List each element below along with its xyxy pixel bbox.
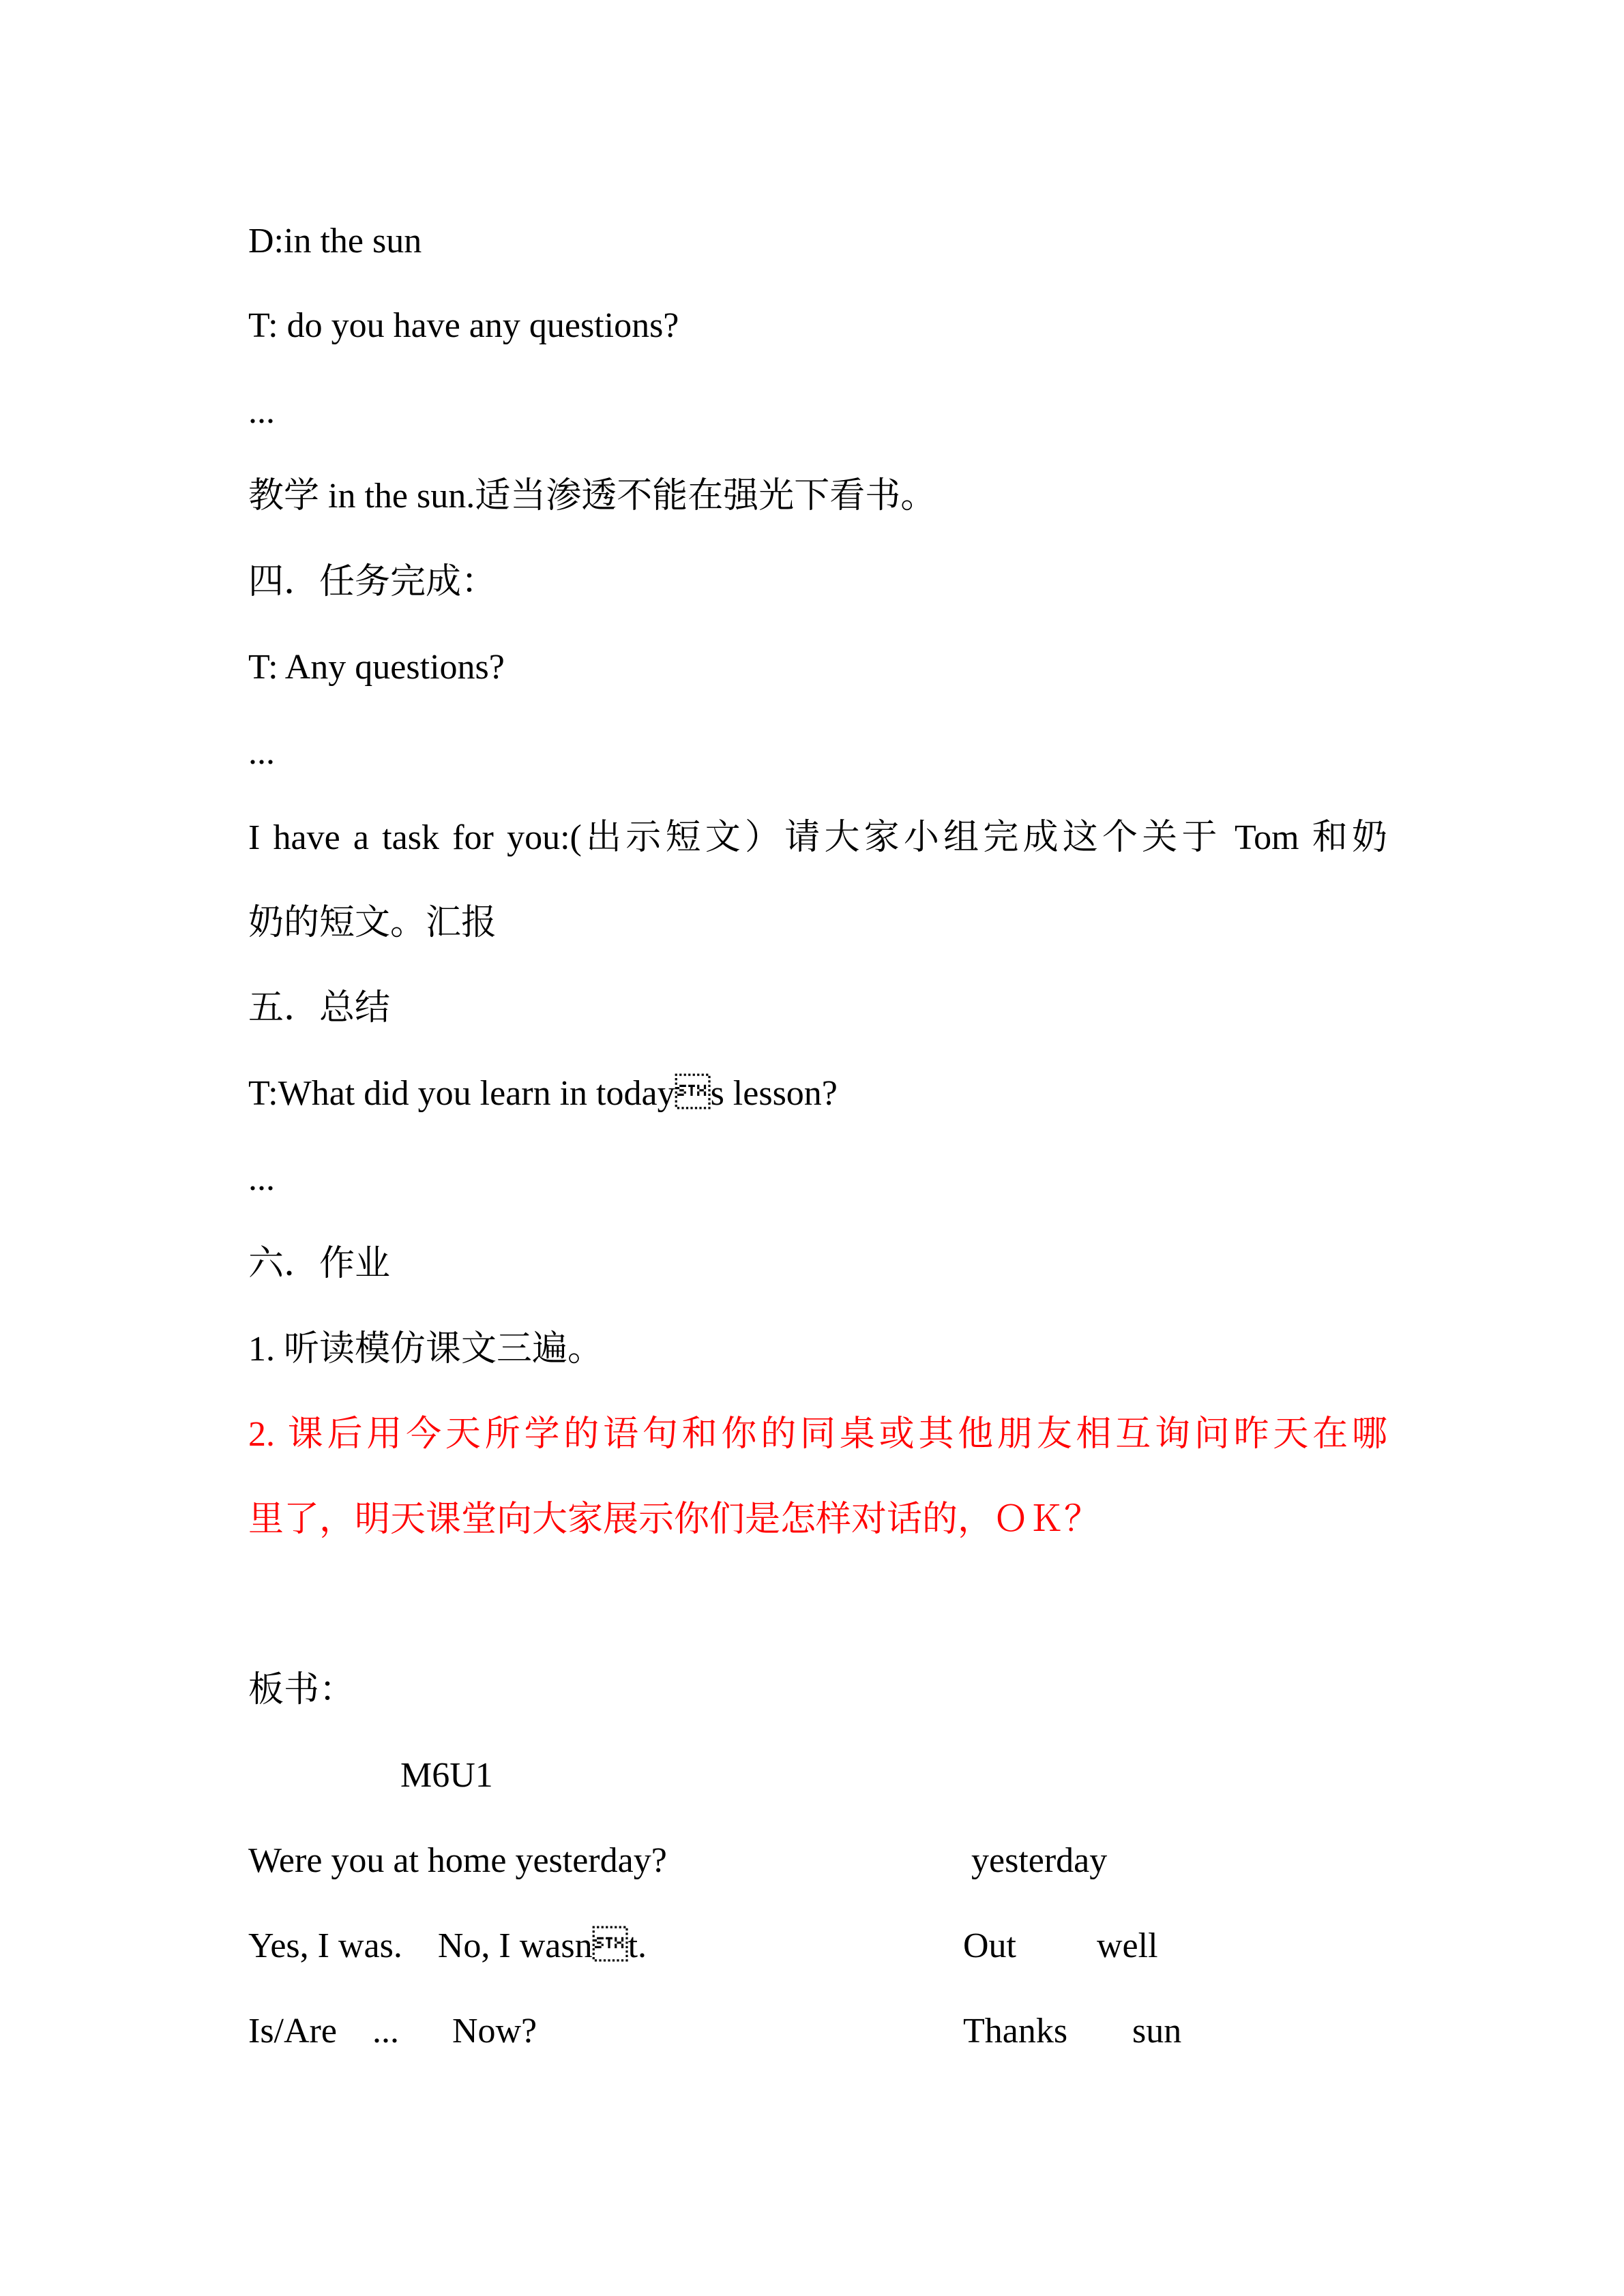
- board-word: sun: [1132, 2012, 1182, 2051]
- board-heading: 板书：: [248, 1671, 355, 1710]
- ellipsis-line: ...: [248, 733, 275, 772]
- dialogue-line: D:in the sun: [248, 222, 422, 260]
- ellipsis-line: ...: [248, 1159, 275, 1198]
- board-title: M6U1: [400, 1756, 493, 1795]
- task-instruction: I have a task for you:(出示短文）请大家小组完成这个关于 Tom 和奶: [248, 818, 1387, 857]
- board-word: well: [1097, 1926, 1158, 1965]
- board-sentence: Were you at home yesterday?: [248, 1841, 667, 1880]
- teaching-note: 教学 in the sun.适当渗透不能在强光下看书。: [248, 477, 936, 516]
- dialogue-line: T: do you have any questions?: [248, 306, 679, 345]
- homework-item-2: 2. 课后用今天所学的语句和你的同桌或其他朋友相互询问昨天在哪: [248, 1415, 1387, 1454]
- section-heading-task: 四．任务完成：: [248, 563, 497, 601]
- board-word: Thanks: [963, 2012, 1068, 2051]
- dialogue-line: T: Any questions?: [248, 648, 505, 687]
- section-heading-summary: 五．总结: [248, 989, 391, 1028]
- dialogue-line: T:What did you learn in todays lesson?: [248, 1074, 838, 1113]
- ellipsis-line: ...: [248, 392, 275, 431]
- homework-item-2-continued: 里了，明天课堂向大家展示你们是怎样对话的，ＯＫ？: [248, 1500, 1100, 1539]
- task-instruction-continued: 奶的短文。汇报: [248, 904, 497, 942]
- homework-item-1: 1. 听读模仿课文三遍。: [248, 1330, 604, 1369]
- section-heading-homework: 六．作业: [248, 1244, 391, 1283]
- board-sentence: Is/Are ... Now?: [248, 2012, 537, 2051]
- board-sentence: Yes, I was. No, I wasnt.: [248, 1926, 647, 1965]
- board-word: yesterday: [971, 1841, 1108, 1880]
- board-word: Out: [963, 1926, 1016, 1965]
